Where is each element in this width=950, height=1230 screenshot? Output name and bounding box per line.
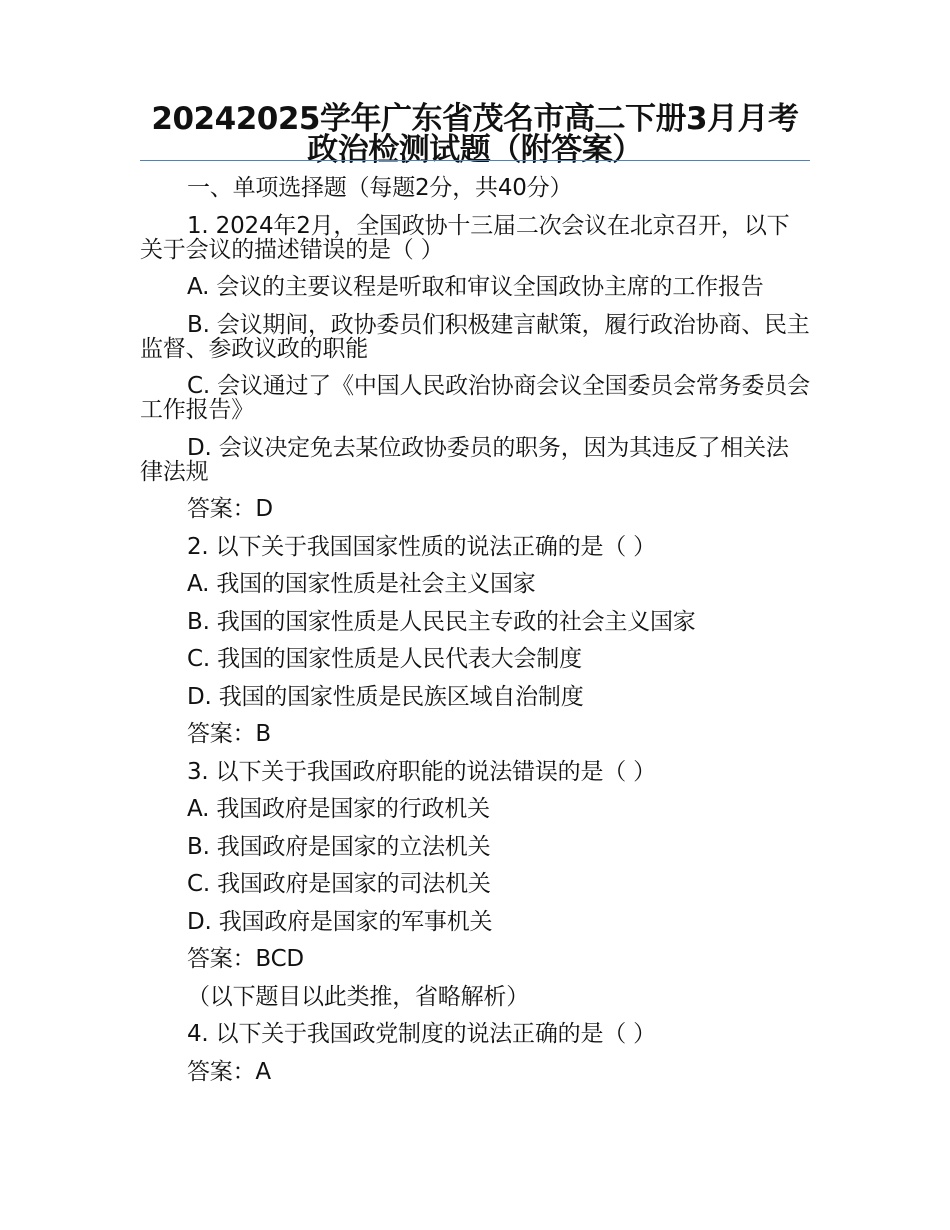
question-4: 4. 以下关于我国政党制度的说法正确的是（ ）	[187, 1021, 656, 1047]
question-3-answer: 答案：BCD	[187, 946, 304, 972]
title-underline	[140, 160, 810, 161]
section-heading: 一、单项选择题（每题2分，共40分）	[187, 175, 573, 201]
question-3-option-d: D. 我国政府是国家的军事机关	[187, 908, 493, 935]
question-1-option-d: D. 会议决定免去某位政协委员的职务，因为其违反了相关法律法规	[140, 434, 789, 485]
question-4-answer: 答案：A	[187, 1058, 271, 1085]
question-3: 3. 以下关于我国政府职能的说法错误的是（ ）	[187, 758, 656, 785]
omission-note: （以下题目以此类推，省略解析）	[187, 983, 530, 1010]
question-1-option-a: A. 会议的主要议程是听取和审议全国政协主席的工作报告	[187, 274, 764, 300]
question-2-option-b: B. 我国的国家性质是人民民主专政的社会主义国家	[187, 608, 696, 635]
question-2-option-d: D. 我国的国家性质是民族区域自治制度	[187, 683, 584, 710]
question-1: 1. 2024年2月，全国政协十三届二次会议在北京召开，以下关于会议的描述错误的是（ ）	[140, 212, 790, 263]
question-3-option-b: B. 我国政府是国家的立法机关	[187, 833, 491, 860]
question-1-answer: 答案：D	[187, 496, 273, 522]
question-1-option-c: C. 会议通过了《中国人民政治协商会议全国委员会常务委员会工作报告》	[140, 373, 810, 423]
document-body	[140, 176, 810, 1097]
question-2-answer: 答案：B	[187, 721, 271, 747]
question-1-option-b: B. 会议期间，政协委员们积极建言献策，履行政治协商、民主监督、参政议政的职能	[140, 311, 810, 362]
document-title: 20242025学年广东省茂名市高二下册3月月考政治检测试题（附答案）	[151, 101, 799, 168]
question-2: 2. 以下关于我国国家性质的说法正确的是（ ）	[187, 533, 656, 560]
question-3-option-a: A. 我国政府是国家的行政机关	[187, 796, 490, 822]
question-2-option-a: A. 我国的国家性质是社会主义国家	[187, 571, 536, 597]
question-3-option-c: C. 我国政府是国家的司法机关	[187, 871, 491, 897]
question-2-option-c: C. 我国的国家性质是人民代表大会制度	[187, 646, 582, 672]
